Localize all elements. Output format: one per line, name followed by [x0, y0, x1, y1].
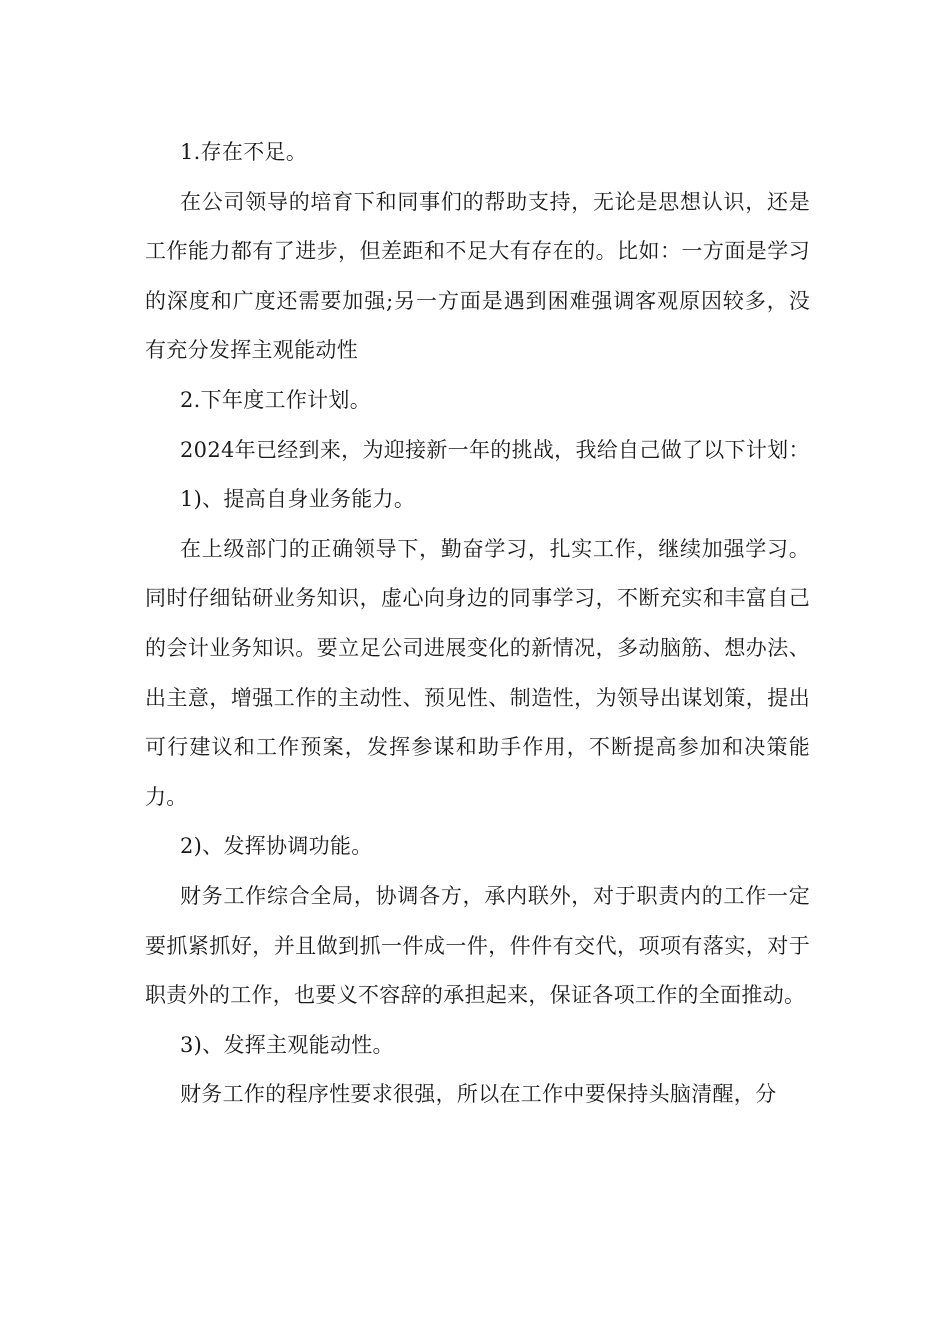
heading-next-year-plan: 2.下年度工作计划。: [180, 387, 372, 412]
document-body: [145, 128, 810, 1120]
paragraph-improve-ability: 在上级部门的正确领导下，勤奋学习，扎实工作，继续加强学习。同时仔细钻研业务知识，虚心向身边的同事学习，不断充实和丰富自己的会计业务知识。要立足公司进展变化的新情况，多动脑筋、想办法、出主意，增强工作的主动性、预见性、制造性，为领导出谋划策，提出可行建议和工作预案，发挥参谋和助手作用，不断提高参加和决策能力。: [145, 536, 810, 809]
heading-shortcomings: 1.存在不足。: [180, 140, 308, 164]
paragraph-initiative: 财务工作的程序性要求很强，所以在工作中要保持头脑清醒，分: [180, 1082, 777, 1107]
subheading-initiative: 3)、发挥主观能动性。: [180, 1032, 394, 1057]
subheading-coordination: 2)、发挥协调功能。: [180, 834, 373, 859]
paragraph-plan-intro: 2024年已经到来，为迎接新一年的挑战，我给自己做了以下计划：: [180, 437, 810, 462]
paragraph-shortcomings: 在公司领导的培育下和同事们的帮助支持，无论是思想认识，还是工作能力都有了进步，但差距和不足大有存在的。比如：一方面是学习的深度和广度还需要加强;另一方面是遇到困难强调客观原因较多，没有充分发挥主观能动性: [145, 189, 810, 363]
paragraph-coordination: 财务工作综合全局，协调各方，承内联外，对于职责内的工作一定要抓紧抓好，并且做到抓一件成一件，件件有交代，项项有落实，对于职责外的工作，也要义不容辞的承担起来，保证各项工作的全面推动。: [145, 883, 810, 1008]
subheading-improve-ability: 1)、提高自身业务能力。: [180, 487, 416, 512]
